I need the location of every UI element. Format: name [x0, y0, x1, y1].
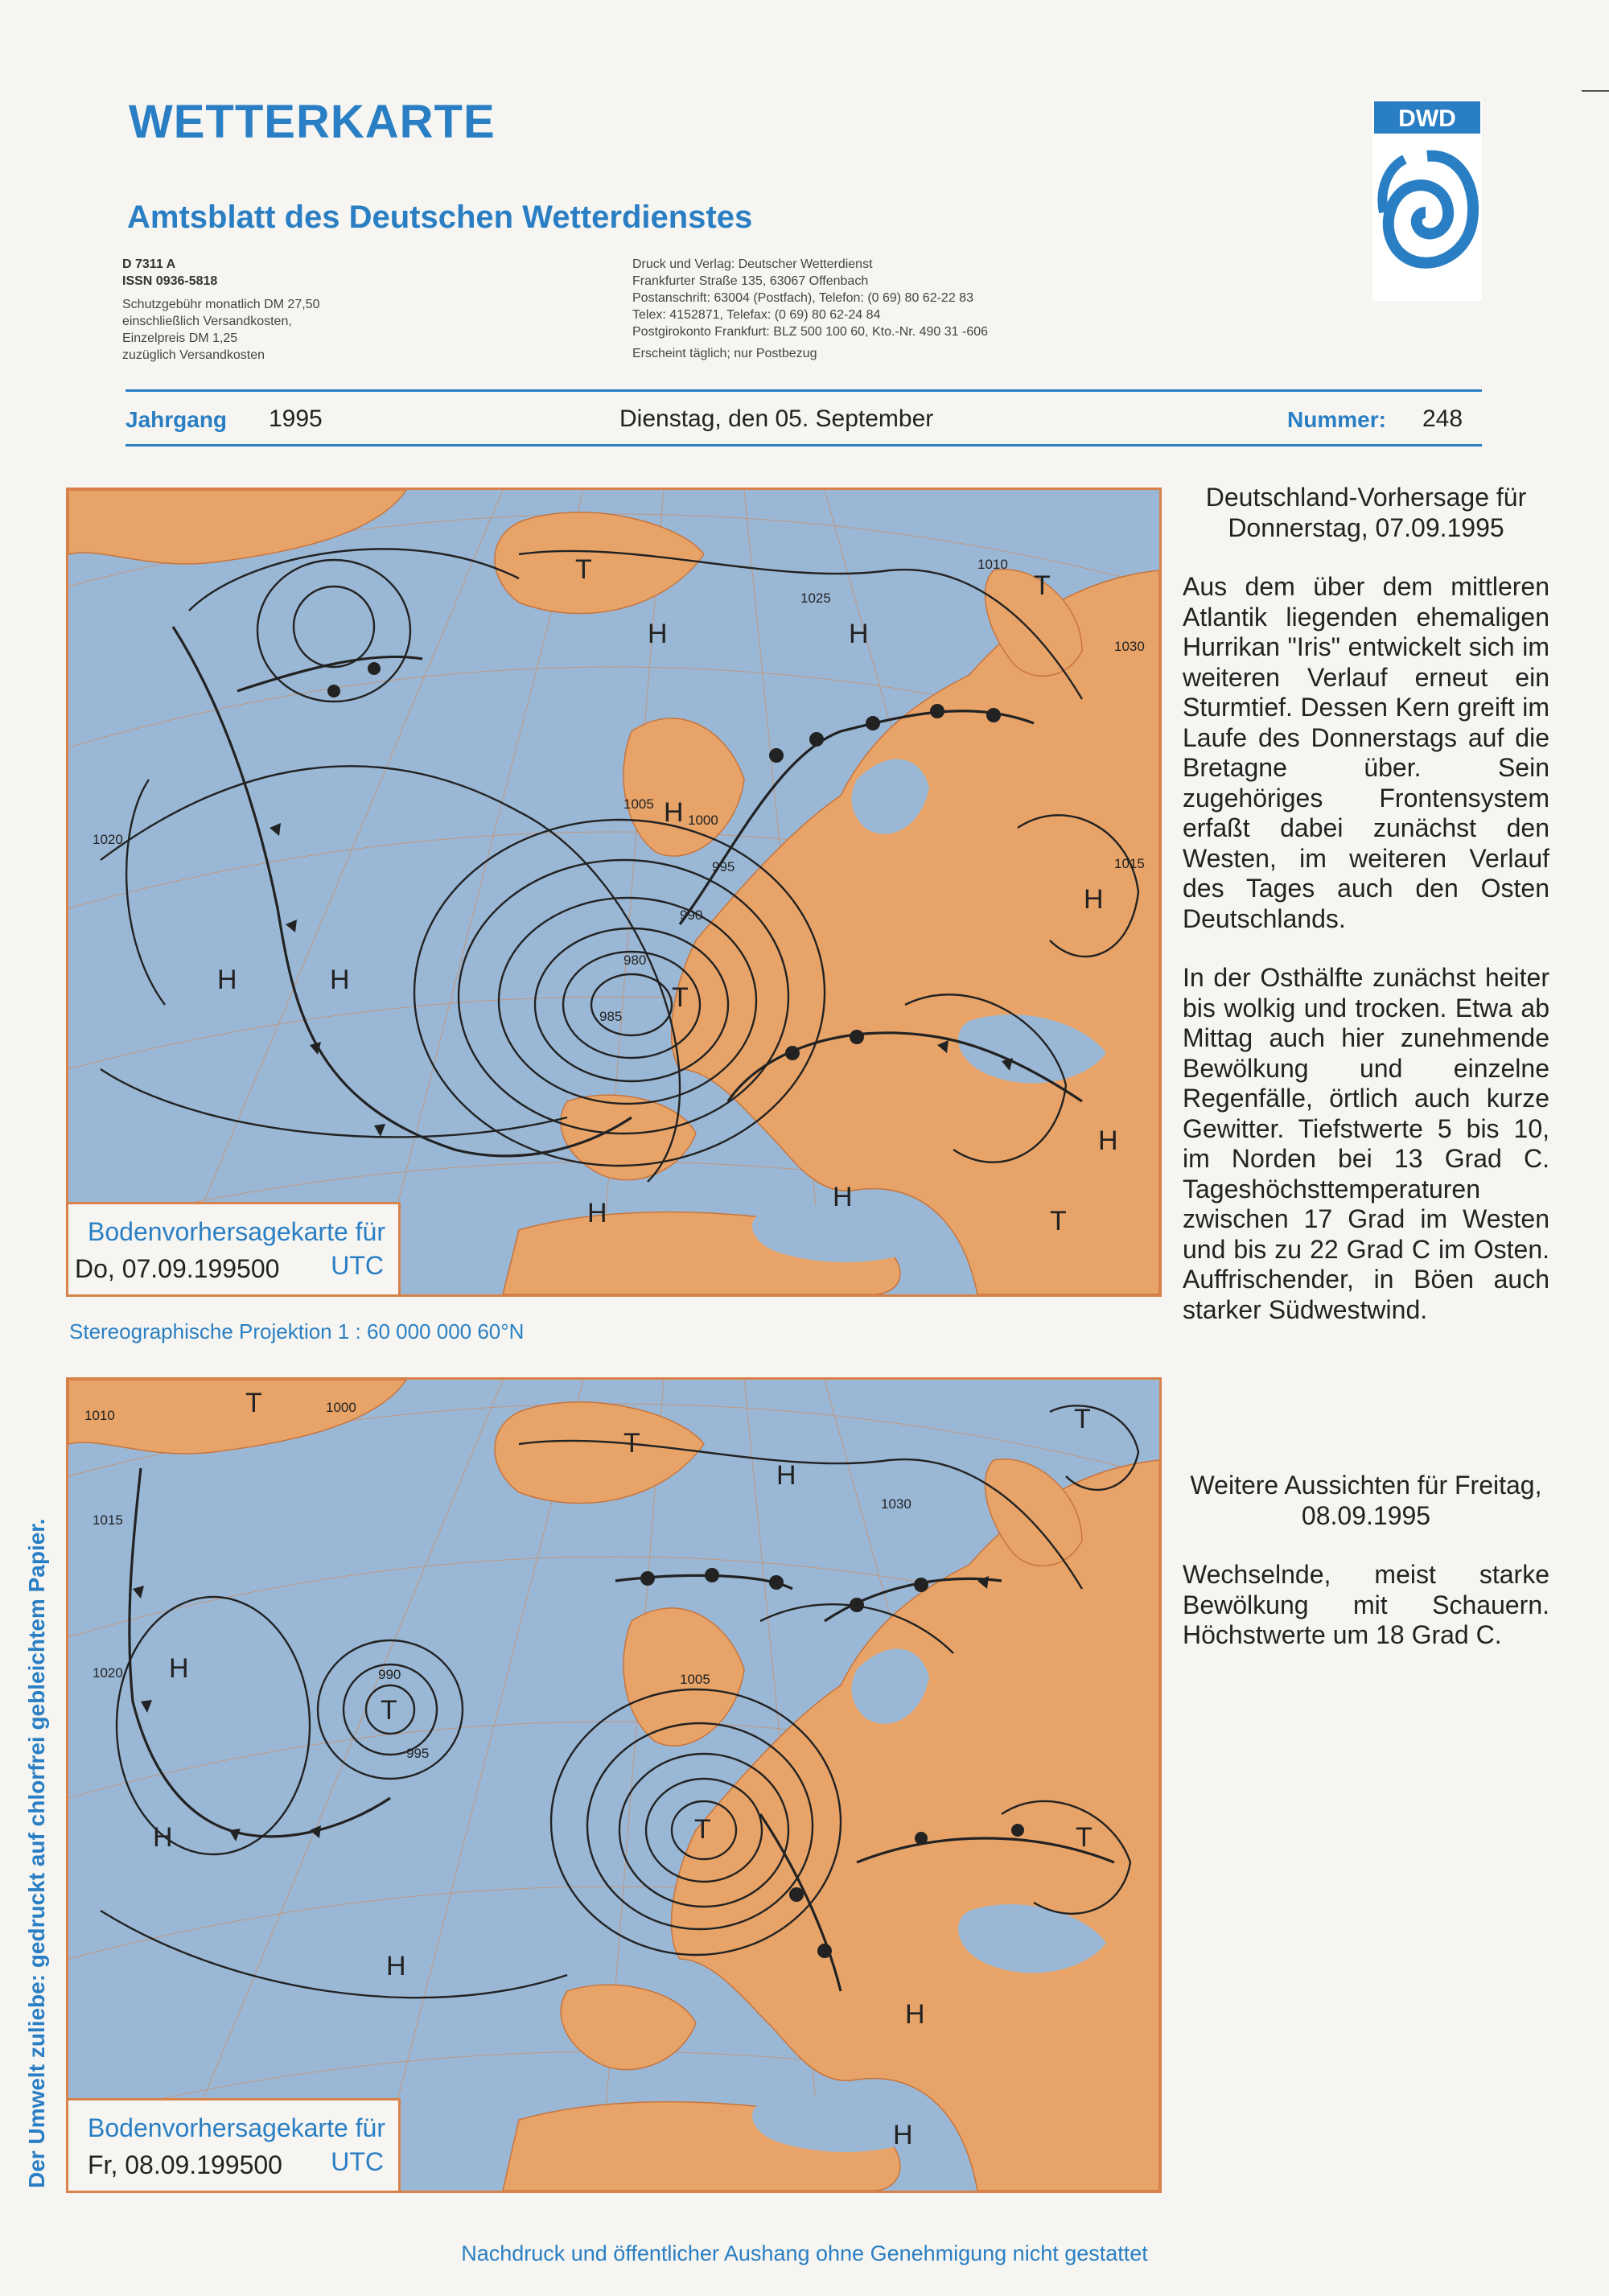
outlook-heading: Weitere Aussichten für Freitag, 08.09.1995 — [1190, 1471, 1542, 1530]
pressure-label: T — [623, 1428, 640, 1459]
forecast-heading: Deutschland-Vorhersage für Donnerstag, 07.09.1995 — [1205, 483, 1527, 542]
isobar-label: 990 — [378, 1667, 401, 1682]
forecast-paragraph: In der Osthälfte zunächst heiter bis wolkig und trocken. Etwa ab Mittag auch hier zunehmende Bewölkung und einzelne Regenfälle, örtlich auch kurze Gewitter. Tiefstwerte 5 bis 10, im Norden bei 13 Grad C. Tageshöchsttemperaturen zwischen 17 Grad im Westen und bis zu 22 Grad C im Osten. Auffrischender, in Böen auch starker Südwestwind. — [1183, 963, 1549, 1324]
isobar-label: 1020 — [93, 1665, 123, 1681]
isobar-label: 1030 — [881, 1496, 911, 1512]
isobar-label: 980 — [623, 953, 647, 968]
fee-line: Einzelpreis DM 1,25 — [122, 331, 238, 345]
outlook-text: Wechselnde, meist starke Bewölkung mit Schauern. Höchstwerte um 18 Grad C. — [1183, 1560, 1549, 1649]
pressure-label: H — [648, 619, 668, 649]
pressure-label: H — [153, 1822, 173, 1853]
issue-code: D 7311 A — [122, 257, 176, 271]
pressure-label: H — [330, 965, 350, 995]
caption-date — [88, 2150, 282, 2180]
publisher-info — [632, 256, 1195, 362]
caption-title: Bodenvorhersagekarte für — [88, 1217, 385, 1246]
germany-forecast — [1183, 483, 1549, 1354]
fee-line: einschließlich Versandkosten, — [122, 315, 292, 328]
publisher-line: Frankfurter Straße 135, 63067 Offenbach — [632, 274, 869, 288]
caption-date-value: Fr, 08.09.1995 — [88, 2150, 254, 2179]
publisher-line: Postanschrift: 63004 (Postfach), Telefon: (0 69) 80 62-22 83 — [632, 291, 973, 305]
number-label: Nummer: — [1287, 407, 1386, 432]
isobar-label: 1015 — [1114, 856, 1145, 871]
year-label: Jahrgang — [126, 407, 228, 432]
pressure-label: T — [1050, 1206, 1067, 1236]
isobar-label: 1010 — [84, 1408, 115, 1423]
caption-utc: UTC — [331, 2147, 384, 2176]
caption-title: Bodenvorhersagekarte für — [88, 2113, 385, 2142]
year-value: 1995 — [269, 405, 323, 432]
header-rule-top — [126, 389, 1482, 392]
copyright-footer: Nachdruck und öffentlicher Aushang ohne Genehmigung nicht gestattet — [461, 2241, 1148, 2265]
pressure-label: T — [575, 554, 592, 585]
pressure-label: H — [905, 1999, 925, 2030]
publisher-line: Erscheint täglich; nur Postbezug — [632, 347, 817, 360]
forecast-map-friday — [66, 1377, 1162, 2193]
pressure-label: H — [1084, 884, 1104, 915]
isobar-label: 1015 — [93, 1512, 123, 1528]
isobar-label: 995 — [712, 859, 735, 874]
pressure-label: H — [893, 2120, 913, 2150]
forecast-map-thursday — [66, 488, 1162, 1297]
fee-line: Schutzgebühr monatlich DM 27,50 — [122, 298, 320, 311]
caption-utc: UTC — [331, 1251, 384, 1280]
pressure-label: H — [217, 965, 237, 995]
isobar-label: 1030 — [1114, 639, 1145, 654]
isobar-label: 995 — [406, 1746, 430, 1761]
publisher-line: Postgirokonto Frankfurt: BLZ 500 100 60, Kto.-Nr. 490 31 -606 — [632, 325, 989, 339]
caption-date — [75, 1254, 279, 1284]
projection-note: Stereographische Projektion 1 : 60 000 000 60°N — [69, 1319, 525, 1343]
map-graphic — [68, 1380, 1159, 2191]
isobar-label: 1010 — [977, 557, 1008, 572]
caption-date-value: Do, 07.09.1995 — [75, 1254, 251, 1283]
pressure-label: T — [381, 1695, 397, 1726]
newspaper-subtitle: Amtsblatt des Deutschen Wetterdienstes — [127, 200, 753, 235]
logo-text: DWD — [1398, 105, 1456, 132]
pressure-label: H — [833, 1182, 853, 1212]
pressure-label: H — [776, 1460, 796, 1491]
pressure-label: T — [245, 1388, 262, 1418]
issn: ISSN 0936-5818 — [122, 274, 218, 288]
forecast-paragraph: Aus dem über dem mittleren Atlantik liegenden ehemaligen Hurrikan "Iris" entwickelt sich im weiteren Verlauf erneut ein Sturmtief. Dessen Kern greift im Laufe des Donnerstags auf die Bretagne über. Sein zugehöriges Frontensystem erfaßt dabei zunächst den Westen, im weiteren Verlauf des Tages auch den Osten Deutschlands. — [1183, 572, 1549, 933]
fee-line: zuzüglich Versandkosten — [122, 348, 265, 362]
pressure-label: T — [672, 982, 689, 1013]
map-caption — [68, 2098, 401, 2191]
isobar-label: 985 — [599, 1009, 623, 1024]
subscription-info — [122, 256, 428, 364]
map-graphic — [68, 490, 1159, 1294]
pressure-label: T — [1034, 570, 1051, 601]
issue-date: Dienstag, den 05. September — [619, 405, 934, 432]
isobar-label: 1005 — [680, 1672, 710, 1687]
header-rule-bottom — [126, 444, 1482, 446]
dwd-logo — [1372, 100, 1482, 301]
caption-time-value: 00 — [250, 1254, 280, 1283]
newspaper-title: WETTERKARTE — [129, 96, 496, 148]
further-outlook — [1183, 1471, 1549, 1680]
pressure-label: H — [664, 797, 684, 828]
landmasses — [68, 490, 1159, 1294]
pressure-label: T — [1074, 1404, 1091, 1434]
isobar-label: 1025 — [800, 590, 831, 606]
isobar-label: 990 — [680, 907, 703, 923]
number-value: 248 — [1422, 405, 1463, 432]
isobar-label: 1005 — [623, 796, 654, 812]
isobar-label: 1020 — [93, 832, 123, 847]
publisher-line: Telex: 4152871, Telefax: (0 69) 80 62-24 84 — [632, 308, 881, 322]
pressure-label: H — [849, 619, 869, 649]
isobar-label: 1000 — [326, 1400, 356, 1415]
isobar-label: 1000 — [688, 813, 718, 828]
pressure-label: H — [1098, 1125, 1118, 1156]
landmasses — [68, 1380, 1159, 2191]
pressure-label: H — [386, 1951, 406, 1981]
pressure-label: T — [694, 1814, 711, 1845]
environment-note: Der Umwelt zuliebe: gedruckt auf chlorfrei gebleichtem Papier. — [24, 1518, 49, 2188]
pressure-label: H — [169, 1653, 189, 1684]
publisher-line: Druck und Verlag: Deutscher Wetterdienst — [632, 257, 873, 271]
margin-mark — [1582, 90, 1609, 92]
issue-row — [126, 402, 1482, 439]
pressure-label: T — [1076, 1822, 1093, 1853]
caption-time-value: 00 — [253, 2150, 282, 2179]
map-caption — [68, 1202, 401, 1294]
pressure-label: H — [587, 1198, 607, 1228]
